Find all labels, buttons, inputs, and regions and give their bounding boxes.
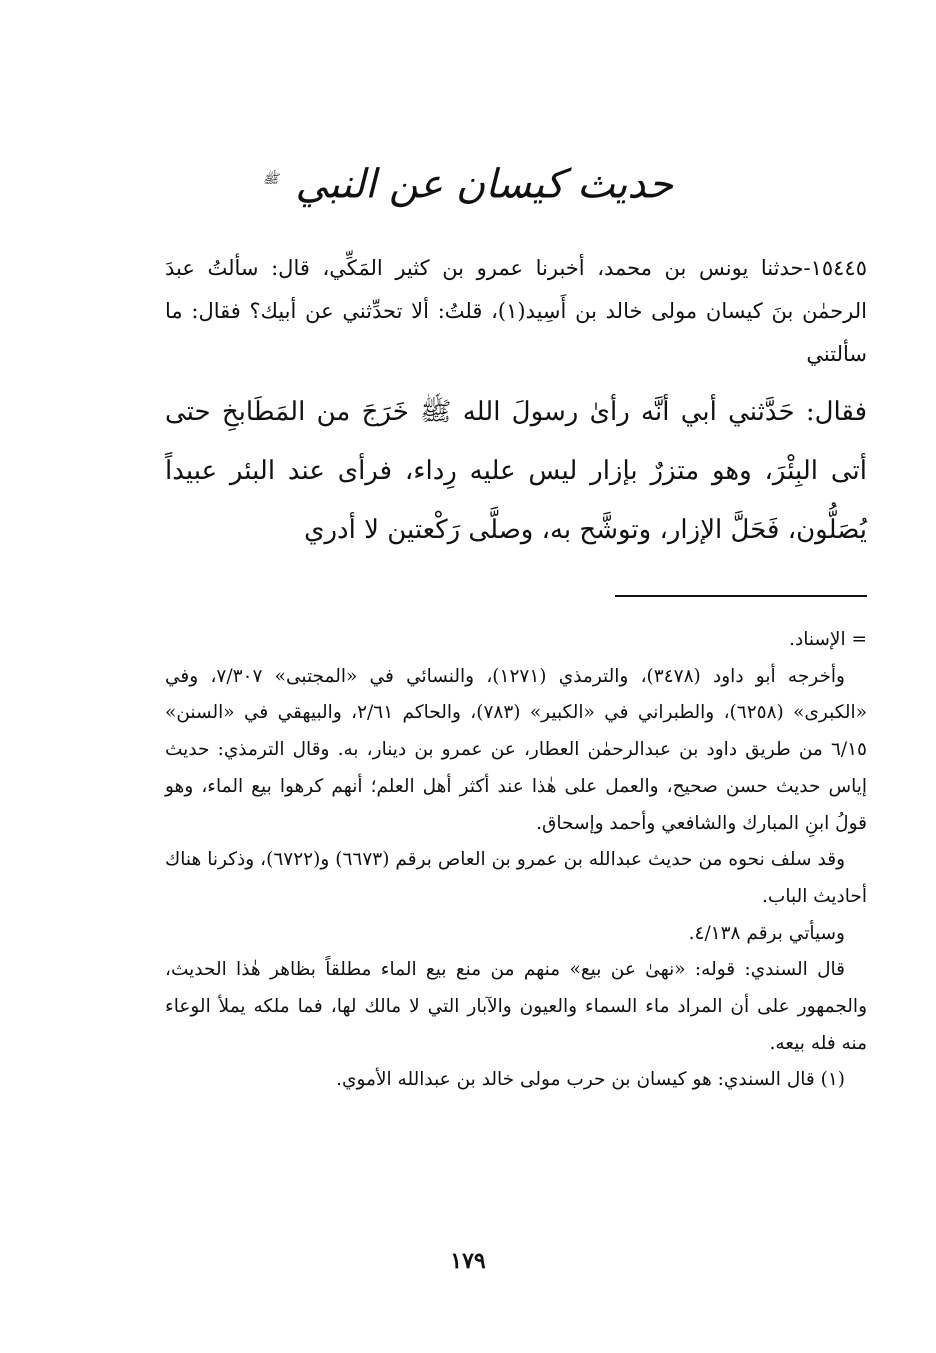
page-number: ١٧٩ (450, 1248, 486, 1274)
matn-text: فقال: حَدَّثني أبي أنَّه رأىٰ رسولَ الله ﷺ خَرَجَ من المَطَابخِ حتى أتى البِئْرَ، وهو متزرٌ بإزار ليس عليه رِداء، فرأى عند البئر عبيداً يُصَلُّون، فَحَلَّ الإزار، وتوشَّح به، وصلَّى رَكْعتين لا أدري (165, 397, 867, 545)
footnote-1: (١) قال السندي: هو كيسان بن حرب مولى خالد بن عبدالله الأموي. (336, 1069, 845, 1091)
honorific-mark: ﷺ (262, 172, 279, 187)
footnote-sayati: وسيأتي برقم ٤/١٣٨. (688, 922, 845, 944)
footnote-takhrij: وأخرجه أبو داود (٣٤٧٨)، والترمذي (١٢٧١)، والنسائي في «المجتبى» ٧/٣٠٧، وفي «الكبرى» (٦٢٥٨)، والطبراني في «الكبير» (٧٨٣)، والحاكم ٢/٦١، والبيهقي في «السنن» ٦/١٥ من طريق داود بن عبدالرحمٰن العطار، عن عمرو بن دينار، به. وقال الترمذي: حديث إياس حديث حسن صحيح، والعمل على هٰذا عند أكثر أهل العلم؛ أنهم كرهوا بيع الماء، وهو قولُ ابنِ المبارك والشافعي وأحمد وإسحاق. (165, 665, 868, 834)
chapter-title-text: حديث كيسان عن النبي (295, 161, 674, 208)
footnotes (165, 622, 867, 1099)
chapter-title (0, 150, 936, 214)
footnote-salaf: وقد سلف نحوه من حديث عبدالله بن عمرو بن العاص برقم (٦٦٧٣) و(٦٧٢٢)، وذكرنا هناك أحاديث الباب. (165, 849, 867, 907)
footnote-continued: = الإسناد. (789, 629, 867, 650)
hadith-matn (165, 383, 867, 560)
isnad-text: ١٥٤٤٥-حدثنا يونس بن محمد، أخبرنا عمرو بن كثير المَكِّي، قال: سألتُ عبدَ الرحمٰن بنَ كيسان مولى خالد بن أَسِيد(١)، قلتُ: ألا تحدِّثني عن أبيك؟ فقال: ما سألتني (165, 256, 867, 366)
footnote-separator (615, 595, 867, 597)
footnote-sindi: قال السندي: قوله: «نهىٰ عن بيع» منهم من منع بيع الماء مطلقاً بظاهر هٰذا الحديث، والجمهور على أن المراد ماء السماء والعيون والآبار التي لا مالك لها، فما ملكه يملأ الوعاء منه فله بيعه. (165, 959, 867, 1054)
hadith-isnad (165, 247, 867, 376)
